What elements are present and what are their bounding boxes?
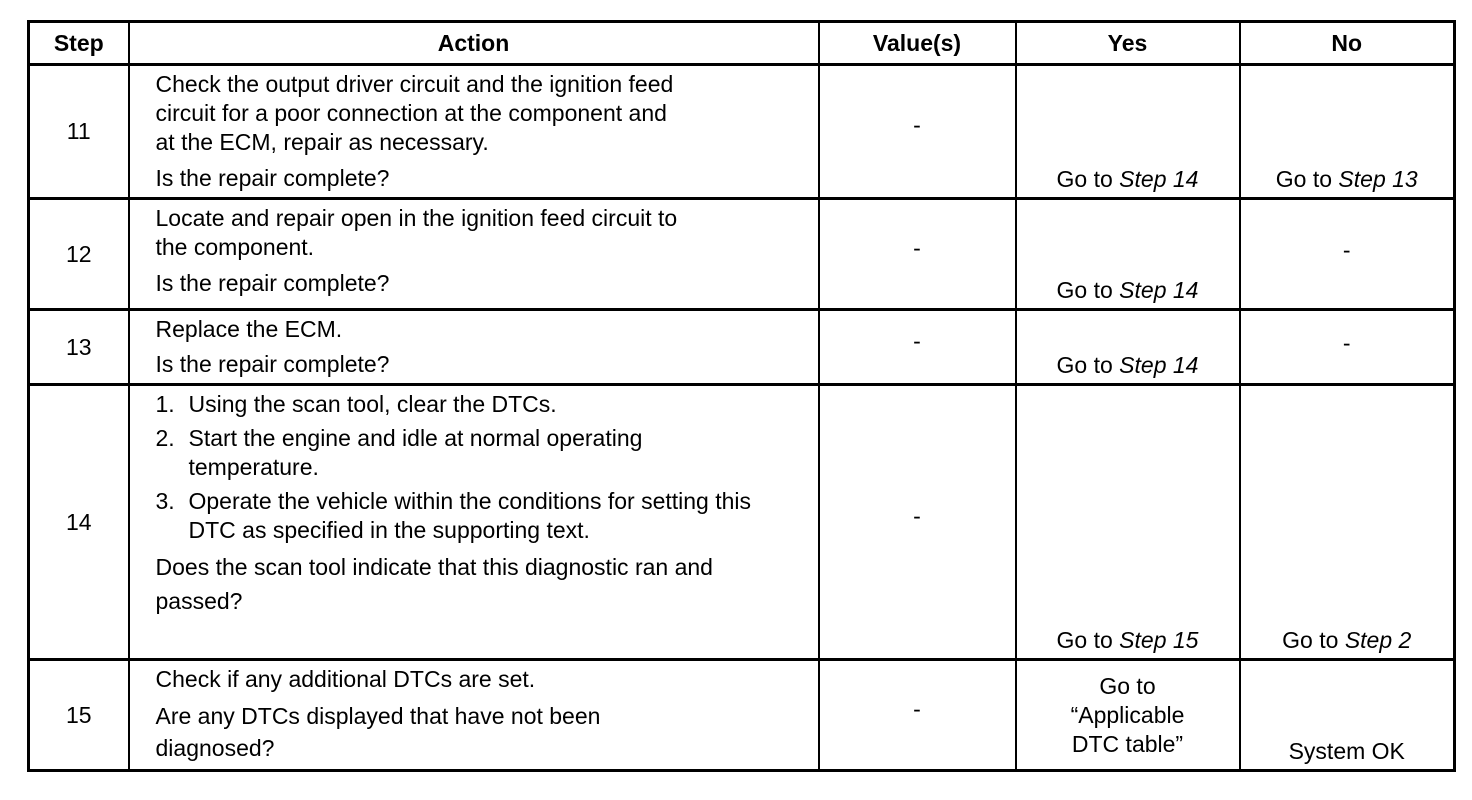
table-row-step-14 [29,385,1455,660]
action-cell [129,660,819,771]
no-cell [1240,385,1455,660]
header-step: Step [29,22,129,65]
header-values: Value(s) [819,22,1016,65]
table-header-row [29,22,1455,65]
yes-prefix: Go to [1056,627,1120,653]
yes-step-ref: Step 15 [1119,627,1199,653]
yes-line: Go to [1099,672,1156,699]
no-prefix: Go to [1282,627,1345,653]
step-number: 14 [29,385,129,660]
action-cell [129,310,819,385]
yes-cell [1016,385,1240,660]
table-row-step-11 [29,65,1455,199]
no-cell: System OK [1240,660,1455,771]
yes-step-ref: Step 14 [1119,352,1199,378]
no-step-ref: Step 13 [1338,166,1418,192]
action-cell [129,199,819,310]
yes-cell [1016,65,1240,199]
list-item: 3. Operate the vehicle within the conditions for setting this DTC as specified in the supporting text. [155,488,752,543]
action-line: Check the output driver circuit and the ignition feed [155,71,674,97]
action-line: circuit for a poor connection at the component and [155,100,667,126]
step-number: 12 [29,199,129,310]
header-no: No [1240,22,1455,65]
step-number: 11 [29,65,129,199]
table-row-step-13 [29,310,1455,385]
yes-line: DTC table” [1071,730,1184,757]
action-line: Check if any additional DTCs are set. [155,666,536,692]
no-step-ref: Step 2 [1344,627,1412,653]
value-cell: - [819,310,1016,385]
action-line: Replace the ECM. [155,316,343,342]
yes-prefix: Go to [1056,352,1120,378]
step-number: 15 [29,660,129,771]
table-row-step-15 [29,660,1455,771]
value-cell: - [819,660,1016,771]
action-question: Does the scan tool indicate that this diagnostic ran and passed? [155,554,713,614]
action-cell [129,65,819,199]
list-item: 2. Start the engine and idle at normal operating temperature. [155,425,643,480]
action-line: at the ECM, repair as necessary. [155,129,489,155]
yes-step-ref: Step 14 [1119,166,1199,192]
yes-prefix: Go to [1056,166,1120,192]
diagnostic-table [27,20,1456,772]
header-action: Action [129,22,819,65]
action-question: Is the repair complete? [155,270,390,296]
action-cell [129,385,819,660]
header-yes: Yes [1016,22,1240,65]
action-line: Locate and repair open in the ignition feed circuit to [155,205,678,231]
no-cell: - [1240,310,1455,385]
action-line: the component. [155,234,315,260]
yes-cell [1016,199,1240,310]
no-cell [1240,65,1455,199]
no-cell: - [1240,199,1455,310]
action-steps-list [156,390,810,545]
yes-step-ref: Step 14 [1119,277,1199,303]
table-row-step-12 [29,199,1455,310]
no-prefix: Go to [1275,166,1339,192]
yes-cell [1016,310,1240,385]
value-cell: - [819,385,1016,660]
value-cell: - [819,199,1016,310]
yes-line: “Applicable [1070,701,1185,728]
list-item: 1. Using the scan tool, clear the DTCs. [155,391,557,417]
step-number: 13 [29,310,129,385]
action-question: Are any DTCs displayed that have not been diagnosed? [155,703,601,761]
value-cell: - [819,65,1016,199]
action-question: Is the repair complete? [155,165,390,191]
yes-prefix: Go to [1056,277,1120,303]
yes-cell [1016,660,1240,771]
action-question: Is the repair complete? [155,351,390,377]
